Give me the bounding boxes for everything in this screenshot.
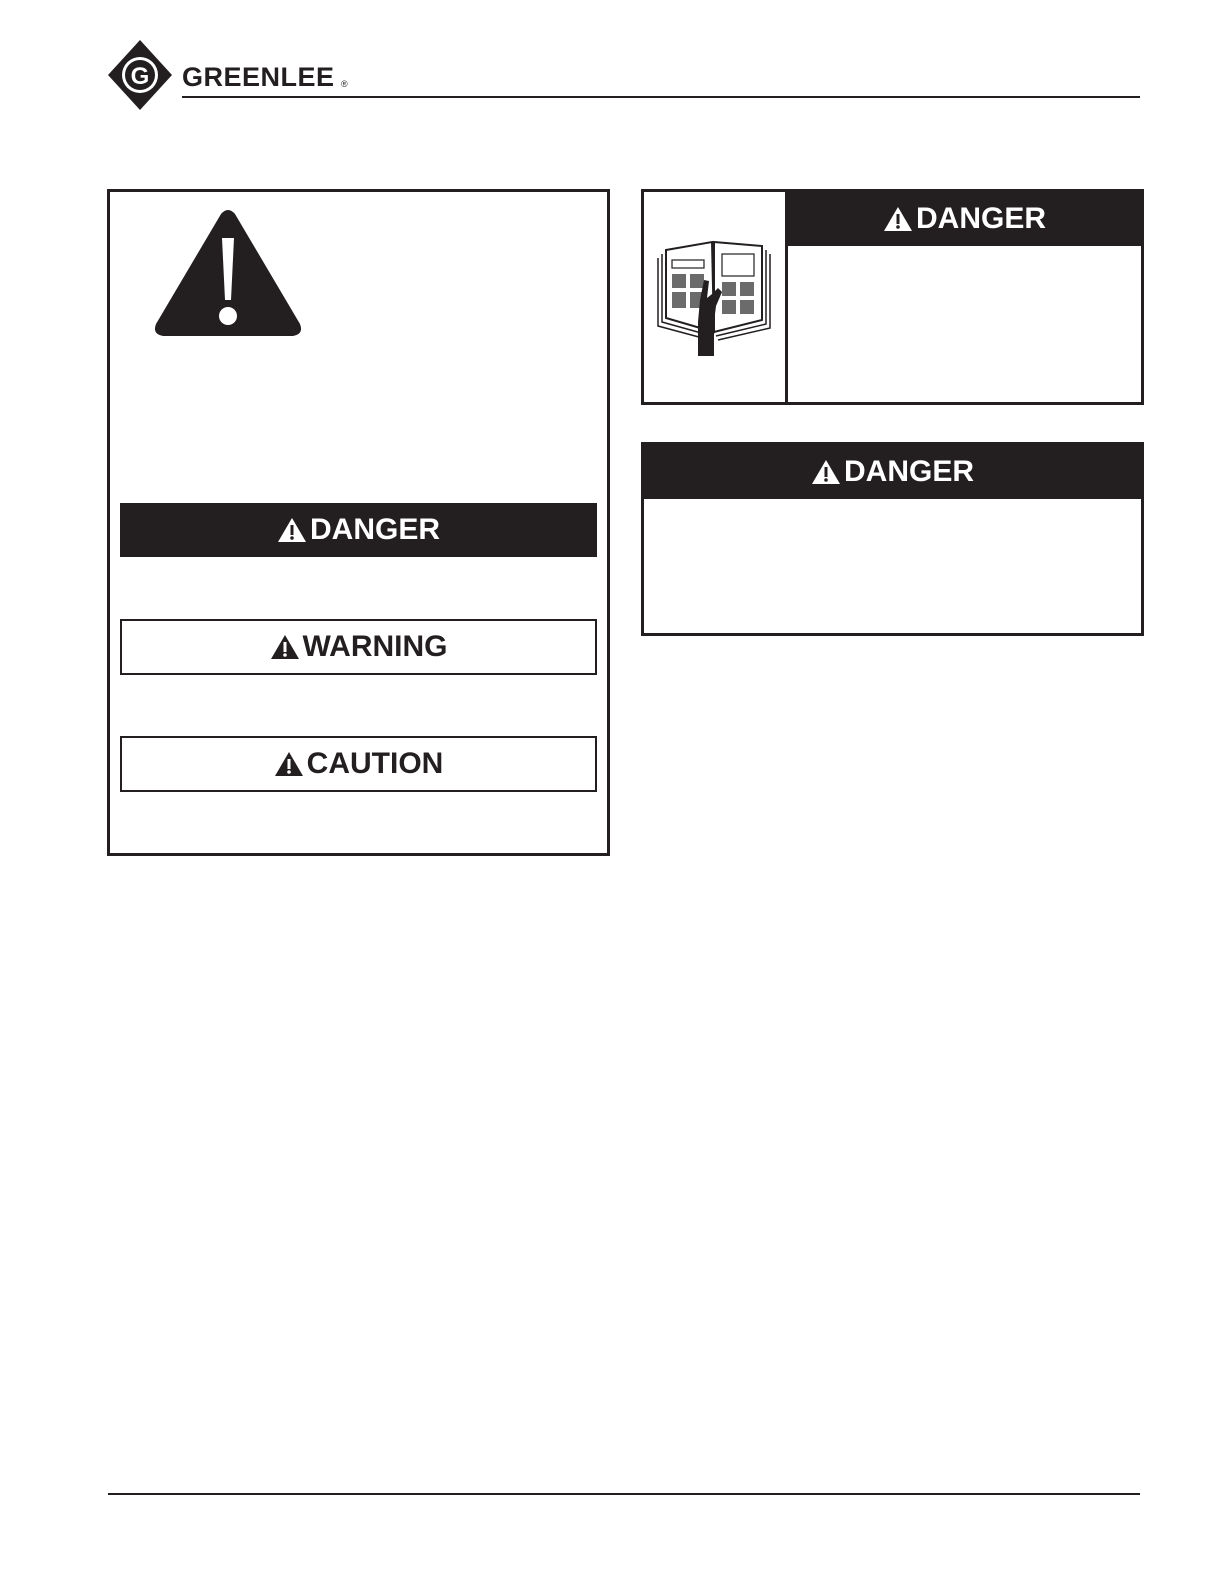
warning-label: WARNING bbox=[302, 630, 448, 663]
manual-danger-box bbox=[641, 189, 1144, 405]
alert-triangle-icon bbox=[811, 459, 841, 485]
danger-label: DANGER bbox=[309, 513, 440, 546]
danger-signal-bar bbox=[788, 192, 1141, 246]
alert-triangle-icon bbox=[883, 206, 913, 232]
greenlee-logo-icon bbox=[108, 40, 172, 110]
header-rule bbox=[182, 96, 1140, 98]
warning-signal-bar bbox=[120, 619, 597, 675]
safety-alert-box bbox=[107, 189, 610, 856]
footer-rule bbox=[108, 1493, 1140, 1495]
danger-signal-bar bbox=[120, 503, 597, 557]
caution-signal-bar bbox=[120, 736, 597, 792]
second-danger-box bbox=[641, 442, 1144, 636]
registered-mark: ® bbox=[341, 79, 348, 89]
alert-triangle-icon bbox=[277, 517, 307, 543]
alert-triangle-icon bbox=[270, 634, 300, 660]
danger-signal-bar bbox=[644, 445, 1141, 499]
alert-triangle-icon bbox=[274, 751, 304, 777]
read-manual-book-icon bbox=[654, 232, 774, 361]
danger-label: DANGER bbox=[843, 455, 974, 488]
exclamation-triangle-icon bbox=[153, 208, 303, 345]
danger-label: DANGER bbox=[915, 202, 1046, 235]
svg-text:G: G bbox=[130, 63, 150, 90]
caution-label: CAUTION bbox=[306, 747, 444, 780]
brand-name: GREENLEE bbox=[182, 62, 335, 92]
